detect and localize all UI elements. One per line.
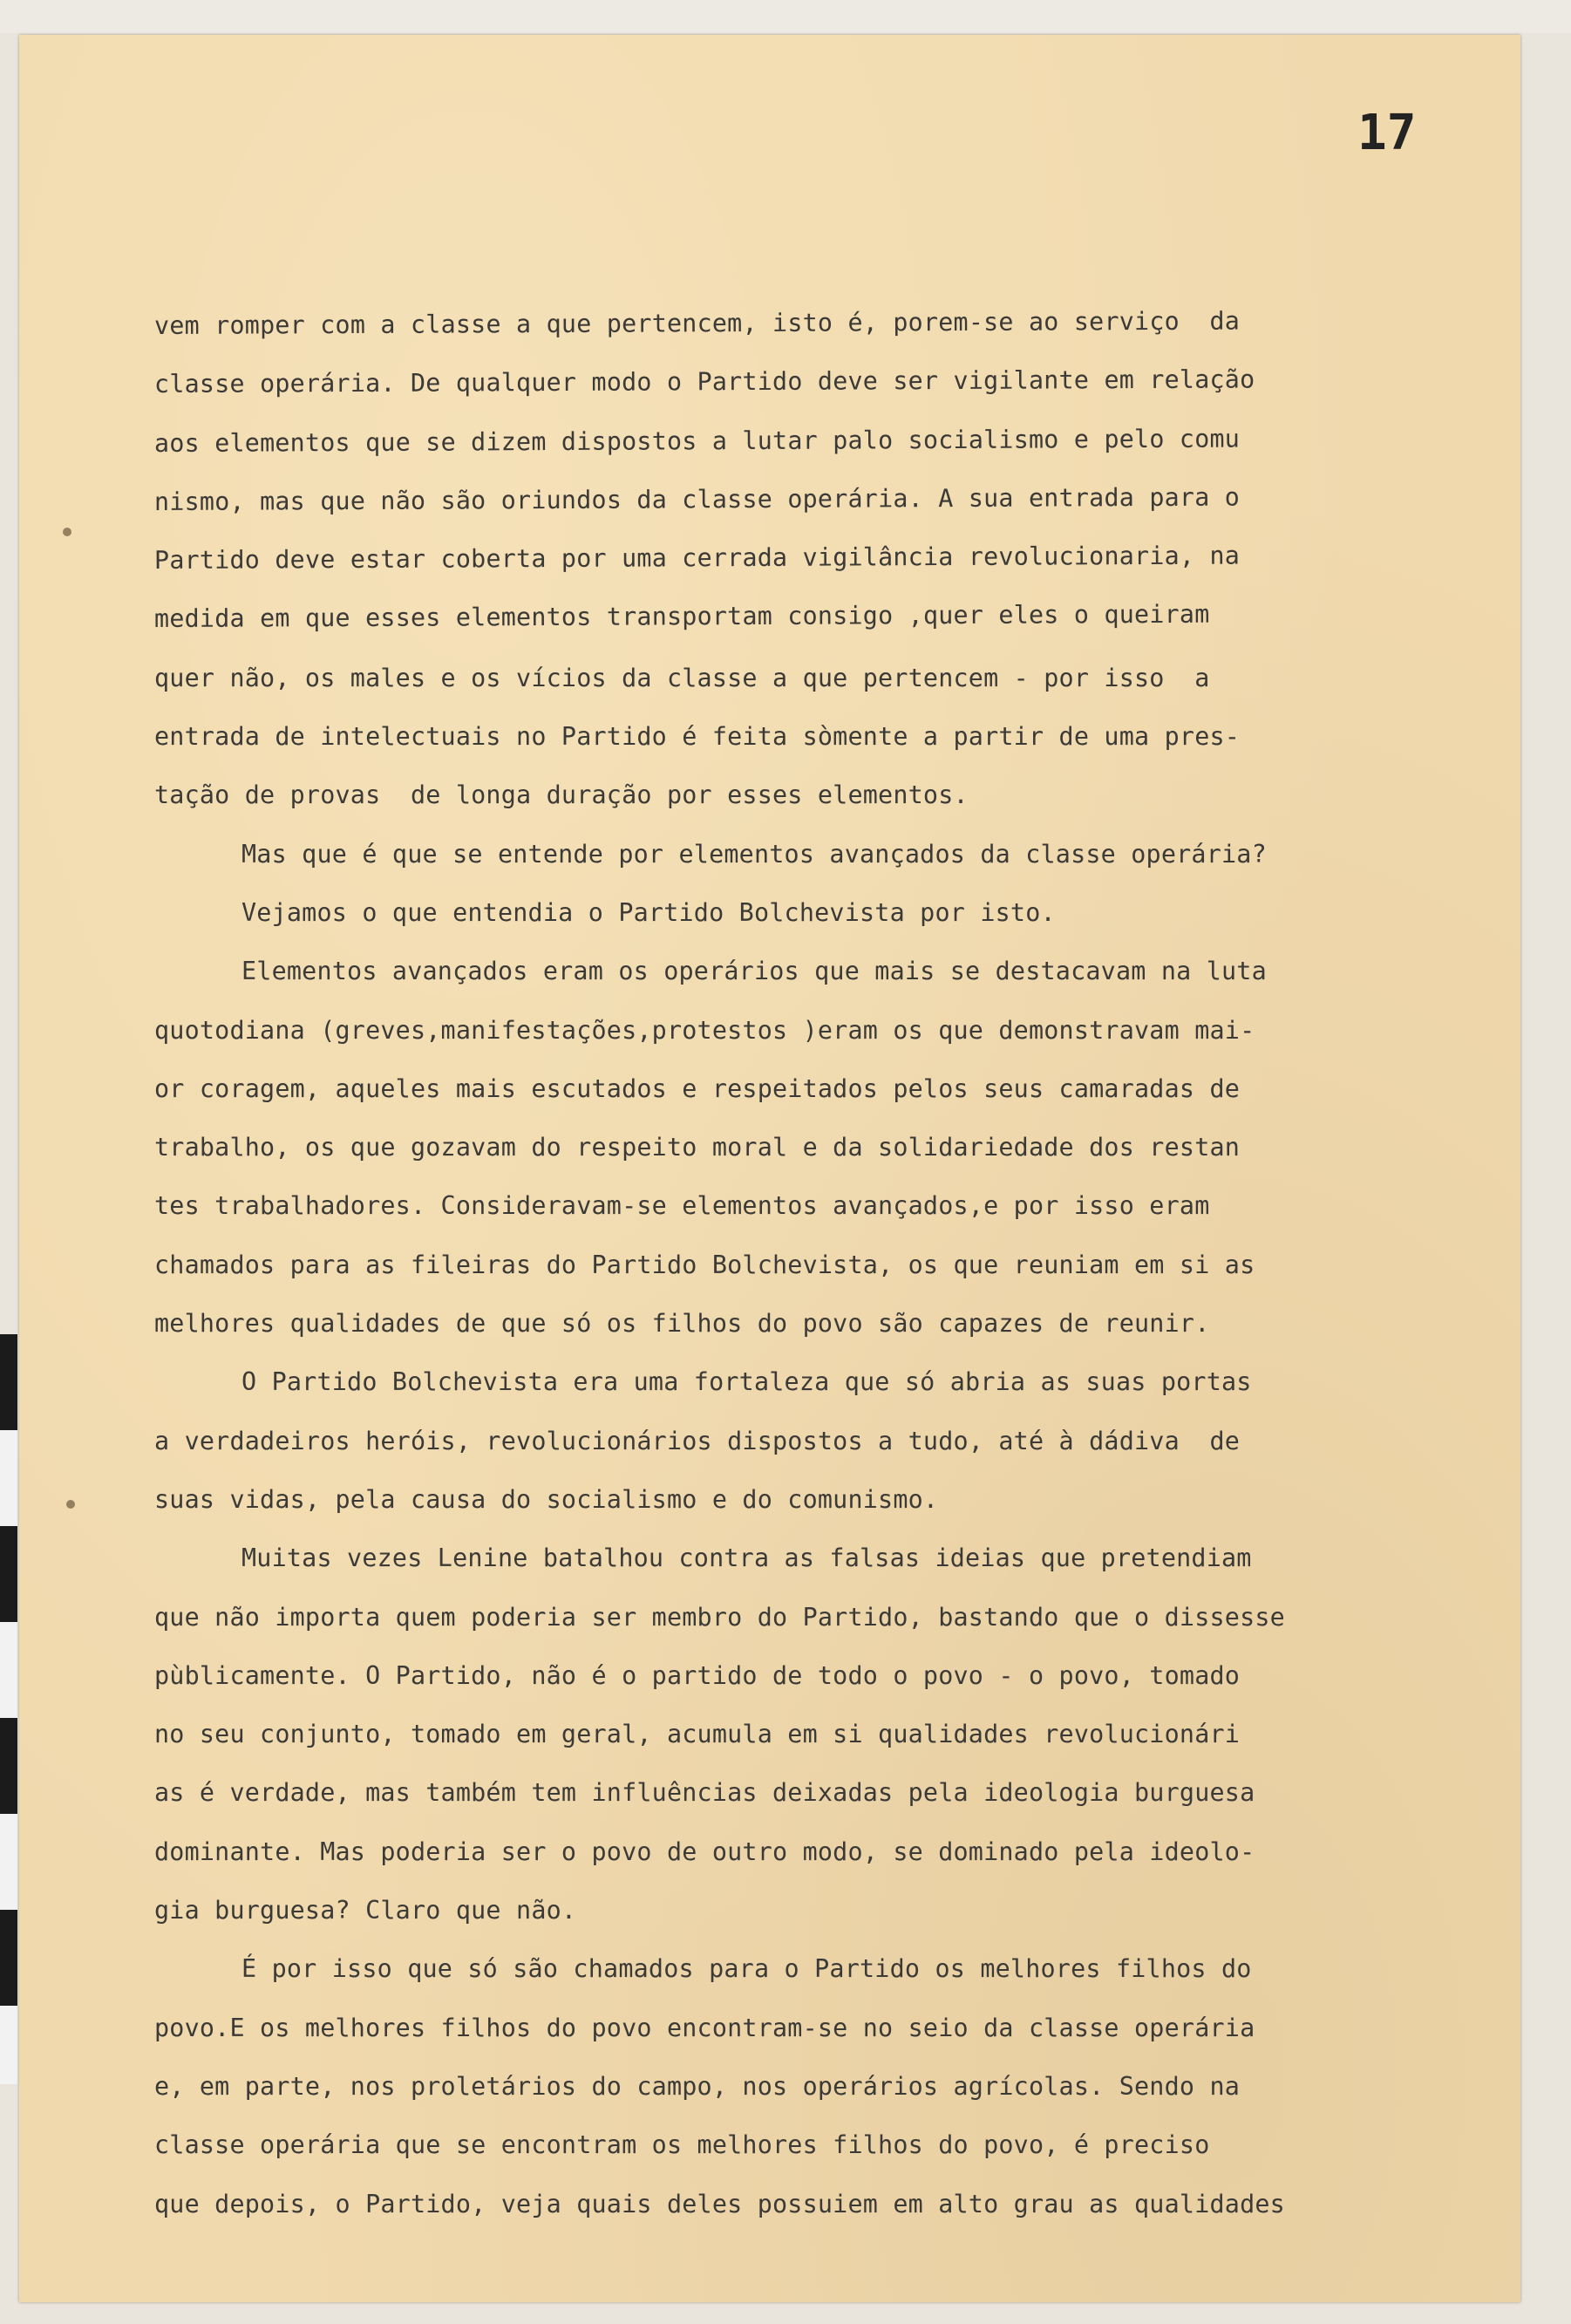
- text-line: tação de provas de longa duração por esses elementos.: [154, 780, 969, 810]
- text-line: O Partido Bolchevista era uma fortaleza que só abria as suas portas: [241, 1367, 1252, 1397]
- text-line: É por isso que só são chamados para o Partido os melhores filhos do: [241, 1954, 1252, 1984]
- text-line: Elementos avançados eram os operários que mais se destacavam na luta: [241, 957, 1267, 986]
- text-line: aos elementos que se dizem dispostos a lutar palo socialismo e pelo comu: [153, 424, 1241, 458]
- typewritten-body: [154, 296, 1514, 2233]
- text-line: quer não, os males e os vícios da classe a que pertencem - por isso a: [154, 663, 1210, 692]
- scale-ruler: [0, 1334, 17, 2084]
- text-line: Partido deve estar coberta por uma cerrada vigilância revolucionaria, na: [153, 541, 1241, 576]
- text-line: entrada de intelectuais no Partido é feita sòmente a partir de uma pres-: [154, 722, 1241, 752]
- document-page: [19, 35, 1520, 2302]
- text-line: Muitas vezes Lenine batalhou contra as falsas ideias que pretendiam: [241, 1544, 1252, 1573]
- text-line: e, em parte, nos proletários do campo, nos operários agrícolas. Sendo na: [154, 2071, 1241, 2101]
- text-line: chamados para as fileiras do Partido Bolchevista, os que reuniam em si as: [154, 1250, 1255, 1279]
- text-line: or coragem, aqueles mais escutados e respeitados pelos seus camaradas de: [154, 1073, 1241, 1103]
- text-line: que depois, o Partido, veja quais deles possuiem em alto grau as qualidades: [154, 2189, 1285, 2218]
- text-line: trabalho, os que gozavam do respeito moral e da solidariedade dos restan: [154, 1133, 1241, 1162]
- text-line: povo.E os melhores filhos do povo encontram-se no seio da classe operária: [154, 2013, 1255, 2042]
- text-line: dominante. Mas poderia ser o povo de outro modo, se dominado pela ideolo-: [154, 1837, 1255, 1866]
- text-line: classe operária. De qualquer modo o Partido deve ser vigilante em relação: [153, 365, 1255, 399]
- text-line: quotodiana (greves,manifestações,protestos )eram os que demonstravam mai-: [154, 1015, 1255, 1045]
- text-line: tes trabalhadores. Consideravam-se elementos avançados,e por isso eram: [154, 1191, 1210, 1221]
- text-line: no seu conjunto, tomado em geral, acumula em si qualidades revolucionári: [154, 1720, 1241, 1749]
- text-line: classe operária que se encontram os melhores filhos do povo, é preciso: [154, 2130, 1210, 2160]
- text-line: pùblicamente. O Partido, não é o partido de todo o povo - o povo, tomado: [154, 1660, 1241, 1690]
- text-line: a verdadeiros heróis, revolucionários dispostos a tudo, até à dádiva de: [154, 1426, 1241, 1455]
- text-line: as é verdade, mas também tem influências deixadas pela ideologia burguesa: [154, 1778, 1255, 1808]
- scan-background: [0, 0, 1571, 33]
- text-line: que não importa quem poderia ser membro do Partido, bastando que o dissesse: [154, 1602, 1285, 1632]
- text-line: vem romper com a classe a que pertencem, isto é, porem-se ao serviço da: [153, 306, 1241, 340]
- text-line: suas vidas, pela causa do socialismo e do comunismo.: [154, 1484, 939, 1514]
- text-line: melhores qualidades de que só os filhos do povo são capazes de reunir.: [154, 1309, 1210, 1339]
- punch-hole-mark: [66, 1500, 75, 1509]
- text-line: gia burguesa? Claro que não.: [154, 1896, 577, 1925]
- text-line: Mas que é que se entende por elementos avançados da classe operária?: [241, 839, 1267, 869]
- text-line: nismo, mas que não são oriundos da classe operária. A sua entrada para o: [153, 482, 1241, 516]
- text-line: Vejamos o que entendia o Partido Bolchevista por isto.: [241, 897, 1056, 927]
- page-number: 17: [1357, 105, 1417, 161]
- text-line: medida em que esses elementos transportam consigo ,quer eles o queiram: [153, 600, 1210, 634]
- punch-hole-mark: [63, 528, 71, 536]
